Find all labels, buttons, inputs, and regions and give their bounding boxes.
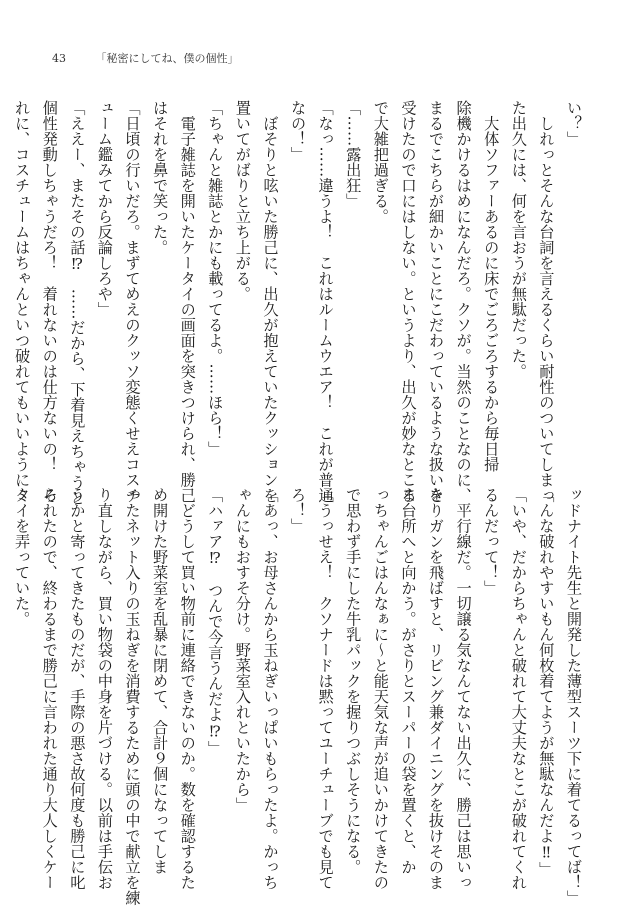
text-column: うかと寄ってきたものだが、手際の悪さ故何度も勝己に叱: [68, 487, 87, 890]
text-column: 「日頃の行いだろ。まずてめえのクッソ変態くせえコスチ: [123, 100, 142, 503]
text-column: 「いや、だからちゃんと破れて大丈夫なとこが破れてくれ: [509, 487, 528, 890]
text-column: た出久には、何を言おうが無駄だった。: [509, 100, 528, 379]
text-column: め開けた野菜室を乱暴に閉めて、合計９個になってしま: [151, 487, 170, 875]
text-column: しれっとそんな台詞を言えるくらい耐性のついてしまっ: [537, 100, 556, 503]
text-column: はそれを鼻で笑った。: [151, 100, 170, 255]
text-column: れに、コスチュームはちゃんといつ破れてもいいようにミ: [13, 100, 32, 503]
lower-text-block: [8, 487, 587, 906]
text-column: っちゃんごはんなぁに～と能天気な声が追いかけてきたの: [371, 487, 390, 890]
text-column: まるでこちらが細かいことにこだわっているような扱いを: [427, 100, 446, 503]
text-column: 電子雑誌を開いたケータイの画面を突きつけられ、勝己: [178, 100, 197, 503]
text-column: で大雑把過ぎる。: [371, 100, 390, 224]
text-column: 平行線だ。一切譲る気なんてない出久に、勝己は思いっ: [454, 487, 473, 890]
text-column: 個性発動しちゃうだろ！ 着れないのは仕方ないの！ そ: [40, 100, 59, 503]
chapter-title: 「秘密にしてね、僕の個性」: [95, 52, 239, 65]
text-column: い？」: [565, 100, 583, 147]
text-column: り直しながら、買い物袋の中身を片づける。以前は手伝お: [95, 487, 114, 890]
text-column: 大体ソファーあるのに床でごろごろするから毎日掃: [482, 100, 501, 472]
text-column: ゃんにもおすそ分け。野菜室入れといたから」: [233, 487, 252, 813]
text-column: 「ハァア⁉ つんで今言うんだよ⁉」: [206, 487, 225, 757]
text-column: ま台所へと向かう。がさりとスーパーの袋を置くと、か: [399, 487, 418, 875]
page-number: 43: [52, 52, 66, 65]
text-column: ューム鑑みてから反論しろや」: [95, 100, 114, 317]
text-column: 「あっ、お母さんから玉ねぎいっぱいもらったよ。かっち: [261, 487, 280, 890]
text-column: ったネット入りの玉ねぎを消費するために頭の中で献立を練: [123, 487, 142, 906]
text-column: きりガンを飛ばすと、リビング兼ダイニングを抜けそのま: [427, 487, 446, 890]
text-column: ぼそりと呟いた勝己に、出久が抱えていたクッションを: [261, 100, 280, 503]
running-head: [52, 50, 239, 66]
text-column: 「うっせえ！ クソナードは黙ってユーチューブでも見て: [316, 487, 335, 890]
text-column: 「ええー、またその話⁉ ……だから、下着見えちゃうと: [68, 100, 87, 506]
text-column: ッドナイト先生と開発した薄型スーツ下に着てるってば！」: [565, 487, 583, 906]
text-column: タイを弄っていた。: [13, 487, 32, 627]
text-column: で思わず手にした牛乳パックを握りつぶしそうになる。: [344, 487, 363, 875]
text-column: なの！」: [289, 100, 308, 162]
text-column: 除機かけるはめになんだろ。クソが。当然のことなのに、: [454, 100, 473, 503]
text-column: 受けたので口にはしない。というより、出久が妙なところ: [399, 100, 418, 503]
text-column: られたので、終わるまで勝己に言われた通り大人しくケー: [40, 487, 59, 890]
text-column: 「ちゃんと雑誌とかにも載ってるよ。……ほら！」: [206, 100, 225, 457]
text-column: ろ！」: [289, 487, 308, 534]
text-column: 「なっ……違うよ！ これはルームウエア！ これが普通: [316, 100, 335, 503]
text-column: 置いてがばりと立ち上がる。: [233, 100, 252, 302]
text-column: どうして買い物前に連絡できないのか。数を確認するた: [178, 487, 197, 890]
text-column: 「んな破れやすいもん何枚着てようが無駄なんだよ‼」: [537, 487, 556, 878]
text-column: 「……露出狂」: [344, 100, 363, 209]
text-column: るんだって！」: [482, 487, 501, 596]
upper-text-block: [8, 100, 587, 506]
